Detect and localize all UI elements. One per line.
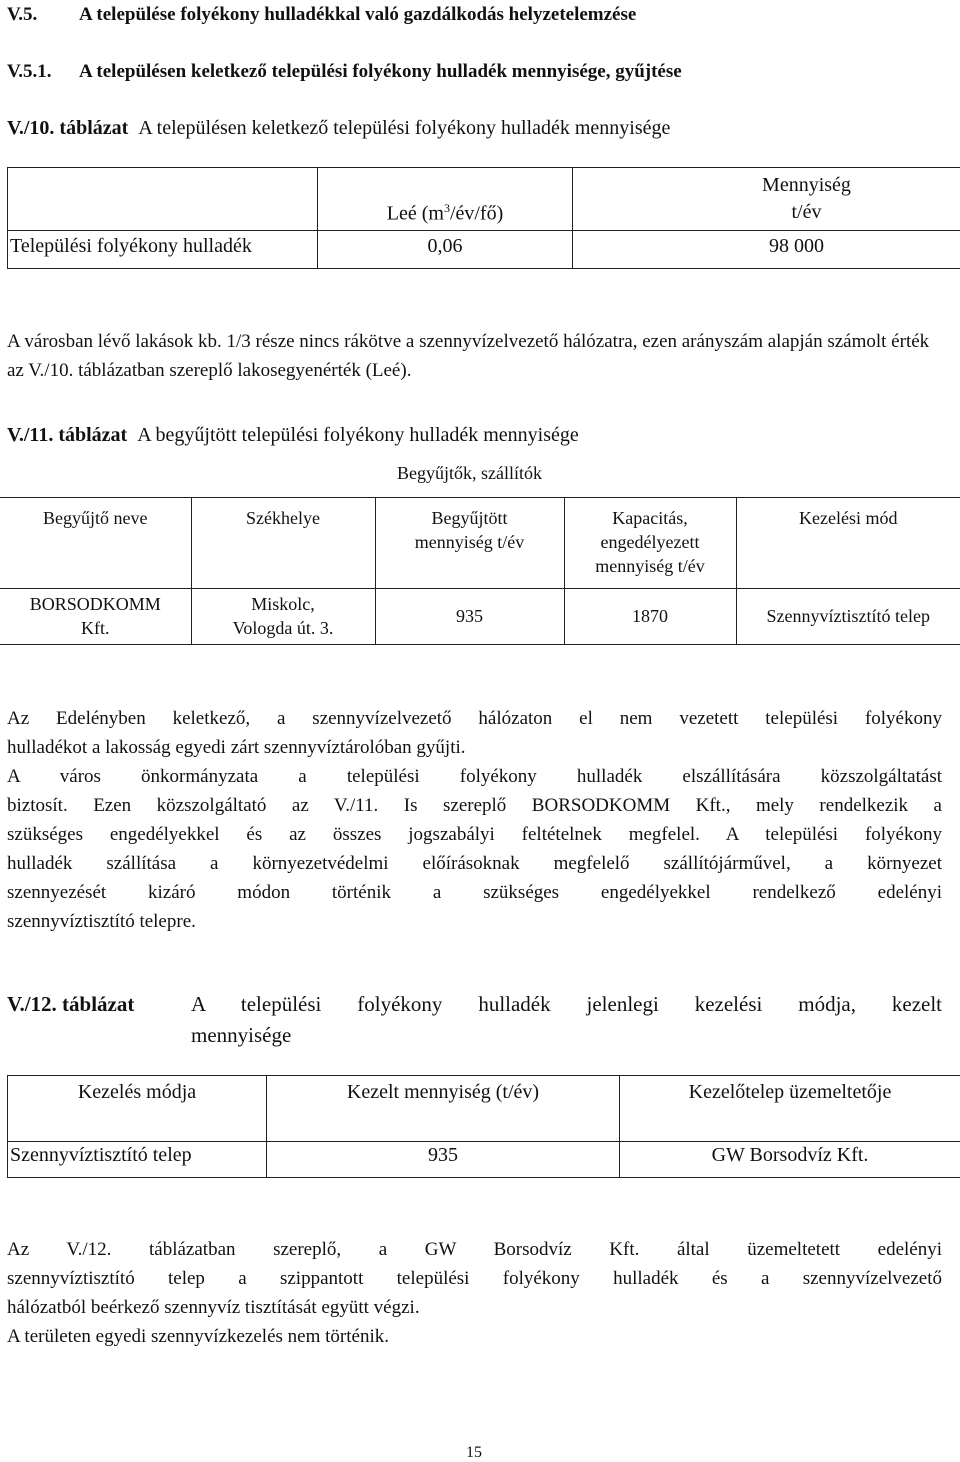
- table11-col-capacity: Kapacitás, engedélyezett mennyiség t/év: [564, 497, 736, 588]
- section-title: A települése folyékony hulladékkal való gazdálkodás helyzetelemzése: [79, 4, 637, 25]
- table-row: [8, 1142, 960, 1178]
- table-row: [8, 231, 960, 269]
- paragraph-2: Az Edelényben keletkező, a szennyvízelvezető hálózaton el nem vezetett települési folyékony hulladékot a lakosság egyedi zárt szennyvíztárolóban gyűjti. A város önkormányzata a települési folyékony hulladék elszállítására közszolgáltatást biztosít. Ezen közszolgáltató az V./11. Is szereplő BORSODKOMM Kft., mely rendelkezik a szükséges engedélyekkel és az összes jogszabályi feltételnek megfelel. A települési folyékony hulladék szállítása a környezetvédelmi előírásoknak megfelelő szállítójárművel, a környezet szennyezését kizáró módon történik a szükséges engedélyekkel rendelkező edelényi szennyvíztisztító telepre.: [7, 708, 942, 932]
- section-heading-v51: [7, 61, 682, 83]
- table10-row-qty: 98 000: [573, 231, 960, 269]
- table11-col-name: Begyűjtő neve: [0, 497, 191, 588]
- table11-group-header-row: [0, 457, 960, 497]
- table10-header-empty: [8, 168, 318, 231]
- table11-col-method: Kezelési mód: [736, 497, 960, 588]
- table11-caption: [7, 424, 579, 447]
- table10-header-qty: Mennyiség t/év: [573, 168, 960, 231]
- table10: [7, 167, 960, 269]
- table11-row-seat: Miskolc, Vologda út. 3.: [191, 588, 375, 644]
- section-heading-v5: [7, 4, 636, 26]
- table12-caption-text: A települési folyékony hulladék jelenlegi kezelési módja, kezelt: [191, 992, 942, 1016]
- table12-row-quantity: 935: [267, 1142, 620, 1178]
- table12-col-method: Kezelés módja: [8, 1076, 267, 1142]
- table12-row-method: Szennyvíztisztító telep: [8, 1142, 267, 1178]
- table11-row-method: Szennyvíztisztító telep: [736, 588, 960, 644]
- table11-group-header: Begyűjtők, szállítók: [375, 457, 564, 497]
- table10-header-lee: Leé $(m^3/év/fő)$: [318, 168, 573, 231]
- table11-row-name: BORSODKOMM Kft.: [0, 588, 191, 644]
- table12-header-row: [8, 1076, 960, 1142]
- table11-caption-label: V./11. táblázat: [7, 424, 128, 446]
- table12-caption-label: V./12. táblázat: [7, 992, 135, 1016]
- table10-row-label: Települési folyékony hulladék: [8, 231, 318, 269]
- table10-caption-text: A településen keletkező települési folyékony hulladék mennyisége: [138, 117, 671, 139]
- paragraph-3: Az V./12. táblázatban szereplő, a GW Borsodvíz Kft. által üzemeltetett edelényi szennyvíztisztító telep a szippantott települési folyékony hulladék és a szennyvízelvezető hálózatból beérkező szennyvíz tisztítását együtt végzi. A területen egyedi szennyvízkezelés nem történik.: [7, 1239, 942, 1347]
- table11: [0, 457, 960, 645]
- table-row: [0, 588, 960, 644]
- table11-row-capacity: 1870: [564, 588, 736, 644]
- table11-caption-text: A begyűjtött települési folyékony hulladék mennyisége: [137, 424, 579, 446]
- table12-col-operator: Kezelőtelep üzemeltetője: [620, 1076, 960, 1142]
- table10-row-lee: 0,06: [318, 231, 573, 269]
- table12-row-operator: GW Borsodvíz Kft.: [620, 1142, 960, 1178]
- table11-col-collected: Begyűjtött mennyiség t/év: [375, 497, 564, 588]
- section-title: A településen keletkező települési folyékony hulladék mennyisége, gyűjtése: [79, 61, 682, 82]
- table11-col-seat: Székhelye: [191, 497, 375, 588]
- paragraph-1: A városban lévő lakások kb. 1/3 része nincs rákötve a szennyvízelvezető hálózatra, ezen arányszám alapján számolt érték az V./10. táblázatban szereplő lakosegyenérték (Leé).: [7, 331, 930, 381]
- table12: [7, 1075, 960, 1178]
- table10-caption-label: V./10. táblázat: [7, 117, 129, 139]
- section-number: V.5.: [7, 4, 38, 25]
- table10-header-row: [8, 168, 960, 231]
- page-number: 15: [466, 1444, 482, 1461]
- table11-header-row: [0, 497, 960, 588]
- section-number: V.5.1.: [7, 61, 52, 82]
- table12-caption: V./12. táblázat A települési folyékony hulladék jelenlegi kezelési módja, kezelt mennyisége: [7, 989, 942, 1051]
- table10-caption: [7, 117, 670, 140]
- table11-row-collected: 935: [375, 588, 564, 644]
- table12-col-quantity: Kezelt mennyiség (t/év): [267, 1076, 620, 1142]
